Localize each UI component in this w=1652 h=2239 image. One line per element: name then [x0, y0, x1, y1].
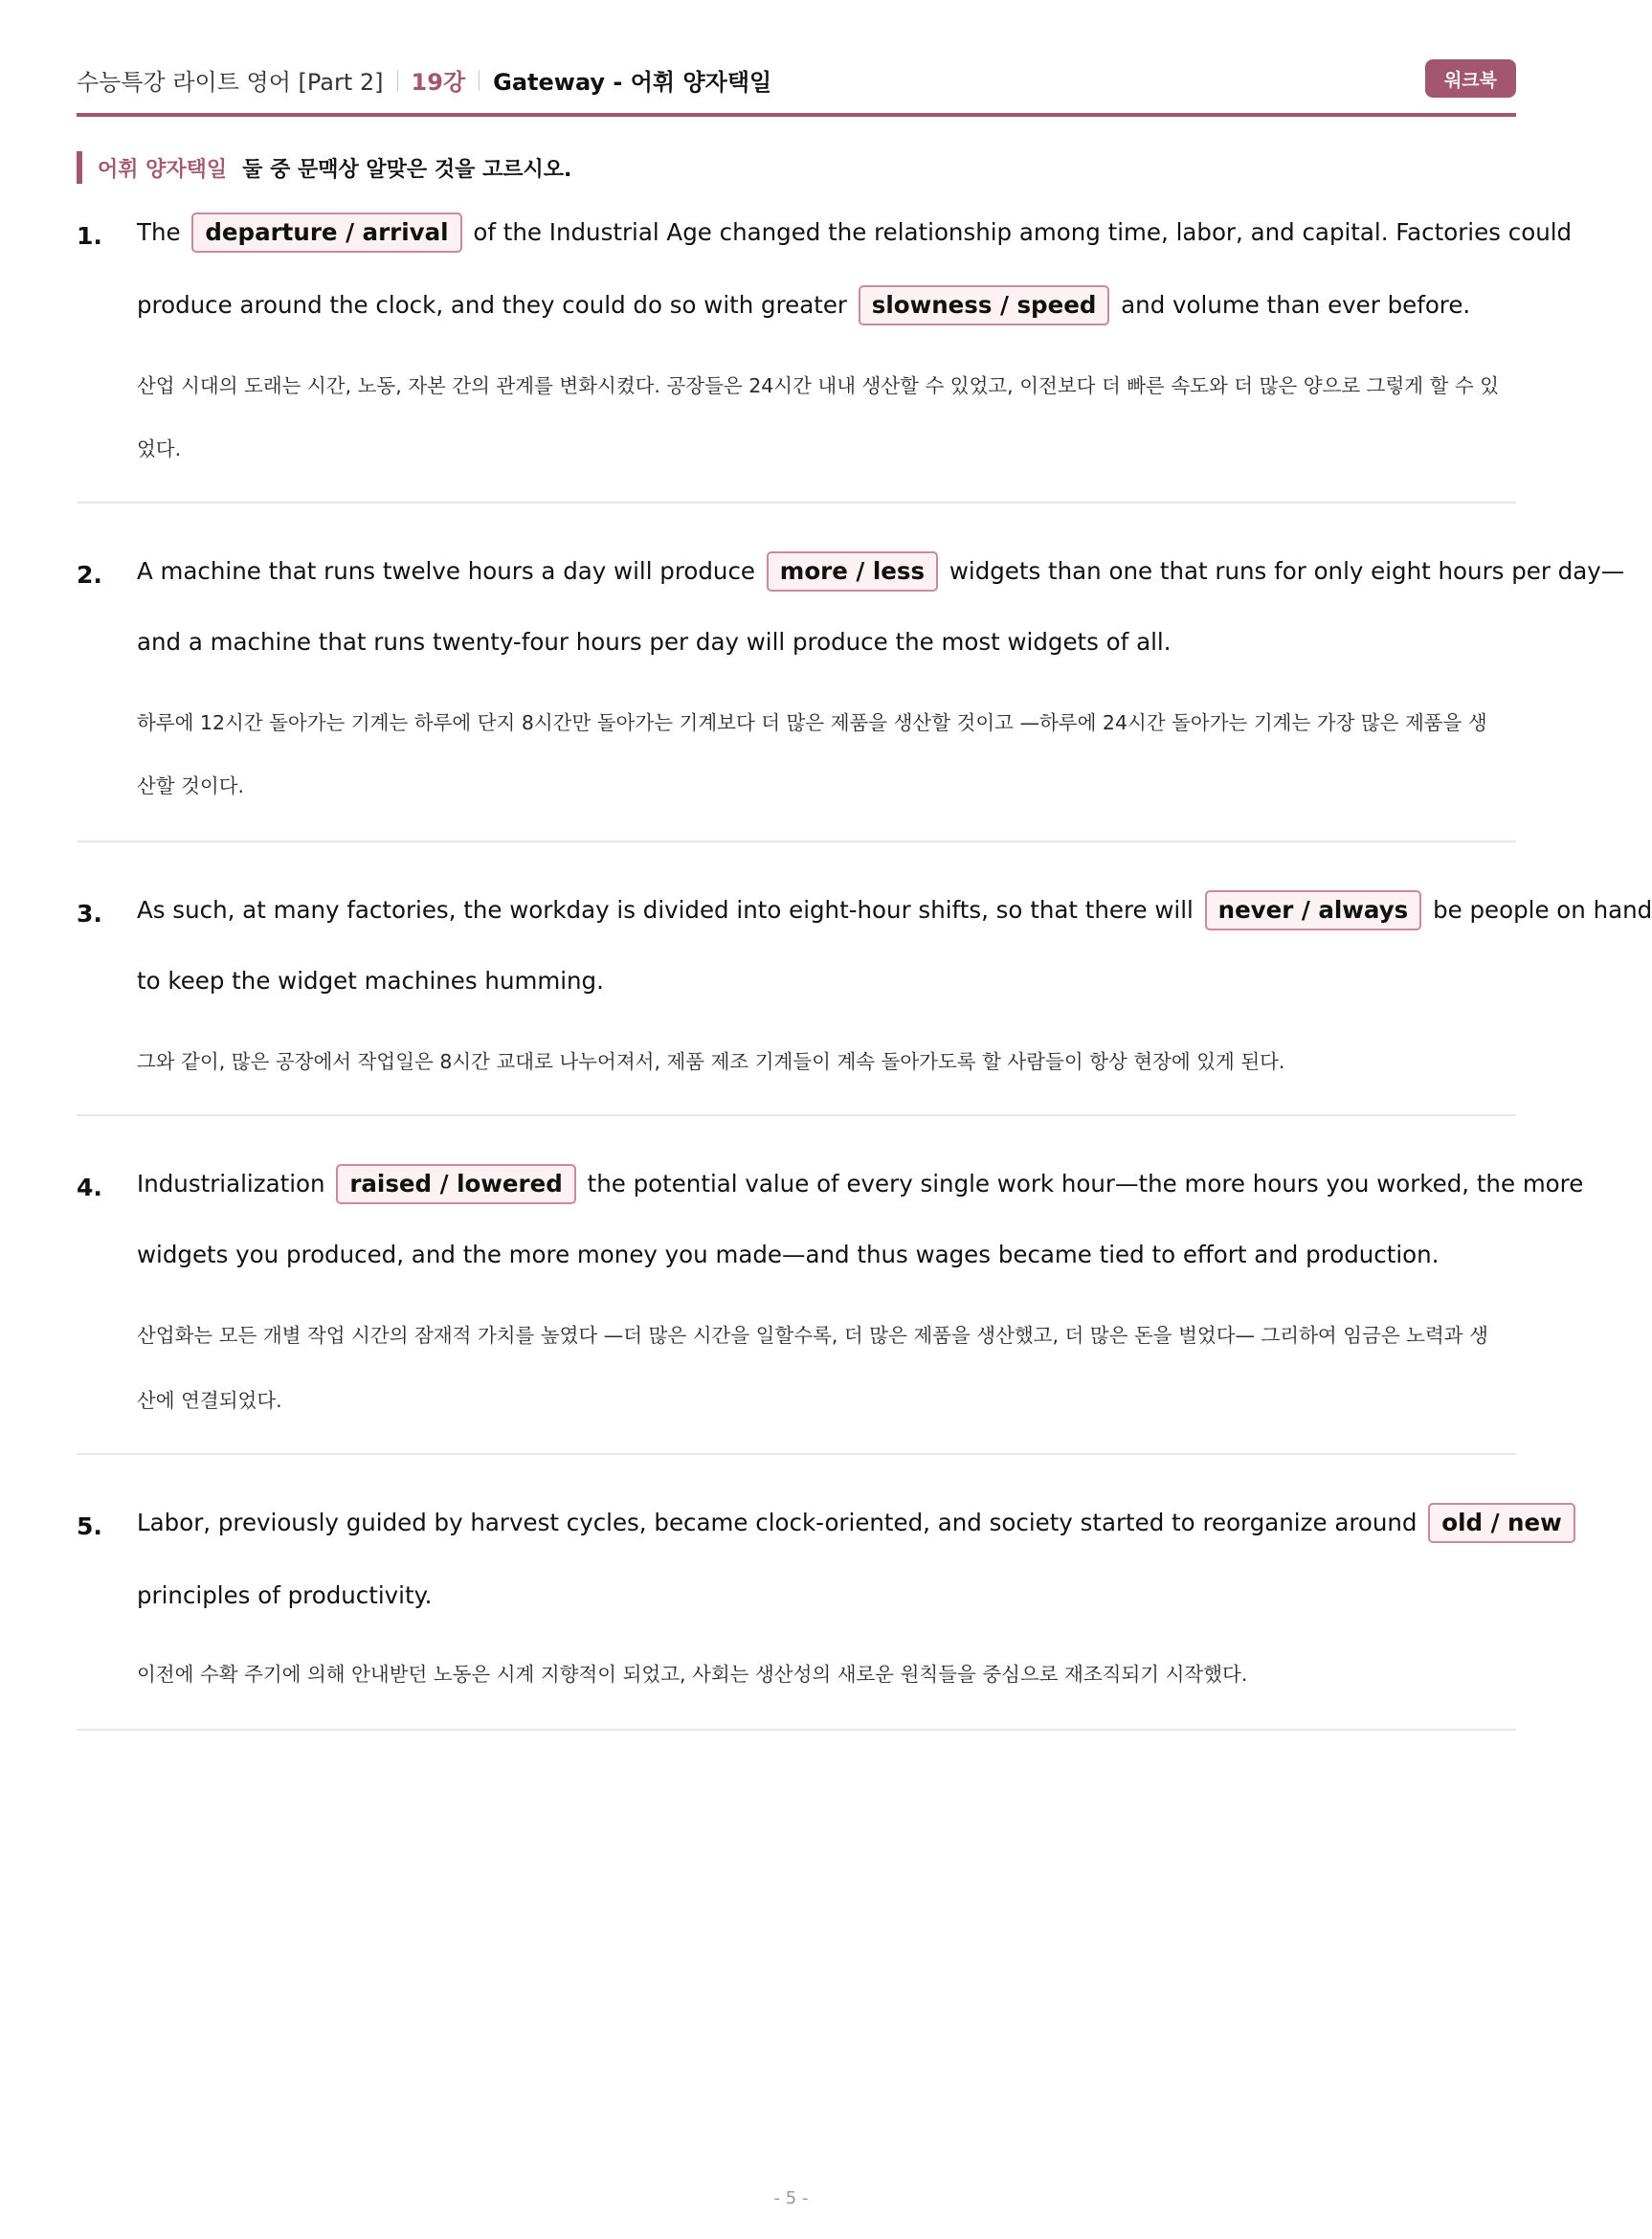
question-line: widgets you produced, and the more money you made—and thus wages became tied to effort and production.: [137, 1241, 1440, 1268]
question-line: to keep the widget machines humming.: [137, 967, 604, 995]
korean-translation: 산할 것이다.: [137, 774, 245, 797]
question-number: 5.: [77, 1512, 102, 1540]
question-text: and volume than ever before.: [1121, 291, 1471, 319]
korean-translation: 산업화는 모든 개별 작업 시간의 잠재적 가치를 높였다 —더 많은 시간을 일할수록, 더 많은 제품을 생산했고, 더 많은 돈을 벌었다— 그리하여 임금은 노력과 생: [137, 1324, 1488, 1347]
question-text: of the Industrial Age changed the relationship among time, labor, and capital. Factories could: [473, 218, 1573, 246]
workbook-badge: 워크북: [1425, 59, 1516, 98]
lesson-title: Gateway - 어휘 양자택일: [493, 69, 772, 96]
question-line: [137, 1503, 1579, 1543]
choice-box[interactable]: departure / arrival: [191, 213, 461, 253]
page-number: - 5 -: [773, 2188, 809, 2208]
korean-translation: 산에 연결되었다.: [137, 1389, 282, 1412]
question-line: [137, 1164, 1583, 1204]
korean-translation: 었다.: [137, 437, 182, 460]
question-line: [137, 551, 1624, 592]
question-item-4: [77, 1160, 1584, 1455]
question-number: 1.: [77, 222, 102, 250]
book-title: 수능특강 라이트 영어 [Part 2]: [77, 69, 384, 96]
question-number: 3.: [77, 900, 102, 928]
question-text: A machine that runs twelve hours a day will produce: [137, 557, 755, 585]
question-line: and a machine that runs twenty-four hours per day will produce the most widgets of all.: [137, 628, 1172, 656]
question-item-2: [77, 548, 1625, 842]
choice-box[interactable]: raised / lowered: [336, 1164, 575, 1204]
page-header: [77, 59, 1516, 117]
breadcrumb: [77, 63, 771, 97]
korean-translation: 산업 시대의 도래는 시간, 노동, 자본 간의 관계를 변화시켰다. 공장들은 24시간 내내 생산할 수 있었고, 이전보다 더 빠른 속도와 더 많은 양으로 그렇게 할 수 있: [137, 374, 1500, 397]
instruction-text: 둘 중 문맥상 알맞은 것을 고르시오.: [242, 157, 572, 182]
korean-translation: 그와 같이, 많은 공장에서 작업일은 8시간 교대로 나누어져서, 제품 제조 기계들이 계속 돌아가도록 할 사람들이 항상 현장에 있게 된다.: [137, 1050, 1285, 1073]
question-line: principles of productivity.: [137, 1581, 433, 1609]
question-line: [137, 890, 1652, 930]
question-line: [137, 213, 1572, 253]
breadcrumb-divider: [397, 70, 398, 91]
question-text: be people on hand: [1433, 896, 1652, 924]
question-text: produce around the clock, and they could do so with greater: [137, 291, 847, 319]
choice-box[interactable]: never / always: [1205, 890, 1422, 930]
question-number: 2.: [77, 561, 102, 589]
question-item-1: [77, 209, 1573, 504]
question-number: 4.: [77, 1174, 102, 1201]
question-text: widgets than one that runs for only eight hours per day—: [949, 557, 1625, 585]
question-line: [137, 285, 1470, 325]
instruction-label: 어휘 양자택일: [98, 157, 228, 182]
question-text: The: [137, 218, 181, 246]
instruction-bar: [77, 151, 571, 184]
choice-box[interactable]: slowness / speed: [859, 285, 1110, 325]
question-text: Industrialization: [137, 1170, 325, 1198]
question-item-5: [77, 1499, 1562, 1731]
question-item-3: [77, 886, 1652, 1116]
korean-translation: 이전에 수확 주기에 의해 안내받던 노동은 시계 지향적이 되었고, 사회는 생산성의 새로운 원칙들을 중심으로 재조직되기 시작했다.: [137, 1663, 1248, 1686]
lesson-number: 19강: [411, 69, 466, 96]
question-text: As such, at many factories, the workday is divided into eight-hour shifts, so that there will: [137, 896, 1194, 924]
breadcrumb-divider: [479, 70, 480, 91]
question-text: Labor, previously guided by harvest cycles, became clock-oriented, and society started to reorganize around: [137, 1509, 1418, 1536]
choice-box[interactable]: old / new: [1428, 1503, 1574, 1543]
korean-translation: 하루에 12시간 돌아가는 기계는 하루에 단지 8시간만 돌아가는 기계보다 더 많은 제품을 생산할 것이고 —하루에 24시간 돌아가는 기계는 가장 많은 제품을 생: [137, 711, 1487, 734]
choice-box[interactable]: more / less: [767, 551, 938, 592]
question-text: the potential value of every single work hour—the more hours you worked, the more: [587, 1170, 1584, 1198]
